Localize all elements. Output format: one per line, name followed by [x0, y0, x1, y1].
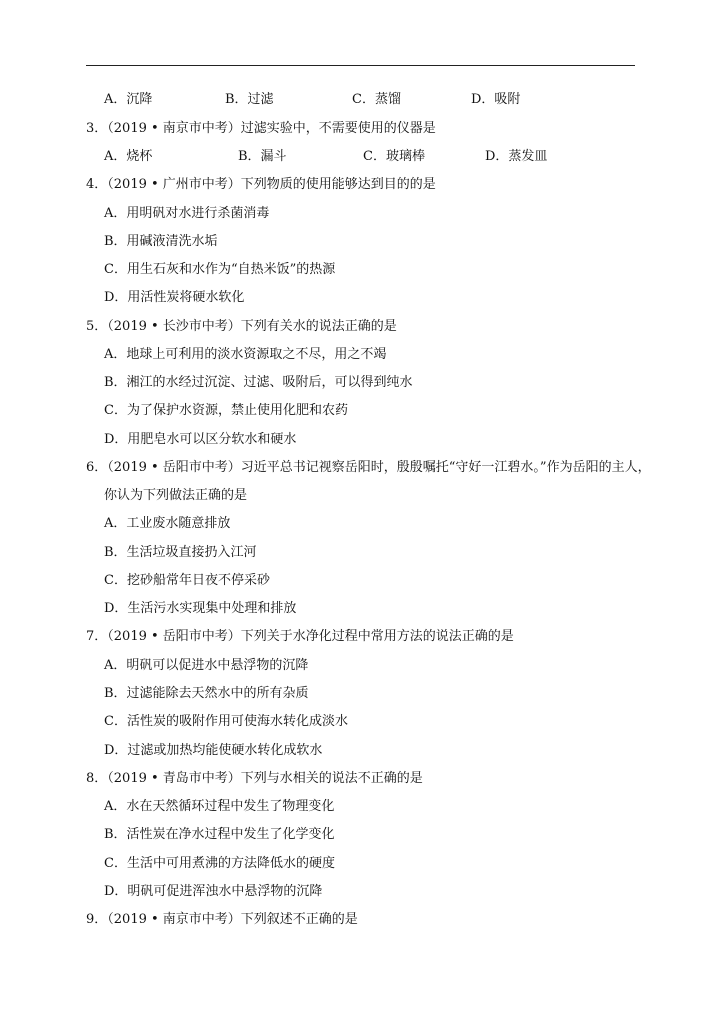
q2-option-b: B．过滤 [225, 92, 274, 107]
q2-option-a: A．沉降 [104, 92, 153, 107]
q5-option-a: A．地球上可利用的淡水资源取之不尽，用之不竭 [104, 347, 387, 362]
q3-option-c: C．玻璃棒 [363, 149, 425, 164]
q6-stem-continuation: 你认为下列做法正确的是 [104, 488, 248, 503]
q9-stem: 9．（2019 • 南京市中考）下列叙述不正确的是 [86, 912, 358, 927]
q8-stem: 8．（2019 • 青岛市中考）下列与水相关的说法不正确的是 [86, 771, 423, 786]
q8-option-b: B．活性炭在净水过程中发生了化学变化 [104, 827, 335, 842]
q8-option-d: D．明矾可促进浑浊水中悬浮物的沉降 [104, 884, 323, 899]
q3-option-a: A．烧杯 [104, 149, 153, 164]
q4-option-b: B．用碱液清洗水垢 [104, 234, 218, 249]
q6-option-c: C．挖砂船常年日夜不停采砂 [104, 573, 270, 588]
q2-option-d: D．吸附 [471, 92, 521, 107]
q5-stem: 5．（2019 • 长沙市中考）下列有关水的说法正确的是 [86, 319, 397, 334]
q7-option-a: A．明矾可以促进水中悬浮物的沉降 [104, 658, 309, 673]
q8-option-c: C．生活中可用煮沸的方法降低水的硬度 [104, 856, 335, 871]
q7-option-d: D．过滤或加热均能使硬水转化成软水 [104, 743, 323, 758]
q5-option-d: D．用肥皂水可以区分软水和硬水 [104, 432, 297, 447]
q4-option-c: C．用生石灰和水作为“自热米饭”的热源 [104, 262, 336, 277]
q7-option-c: C．活性炭的吸附作用可使海水转化成淡水 [104, 714, 348, 729]
q5-option-c: C．为了保护水资源，禁止使用化肥和农药 [104, 403, 348, 418]
q4-stem: 4．（2019 • 广州市中考）下列物质的使用能够达到目的的是 [86, 177, 436, 192]
q6-stem: 6．（2019 • 岳阳市中考）习近平总书记视察岳阳时，殷殷嘱托“守好一江碧水。”作为岳阳的主人， [86, 460, 651, 475]
q7-option-b: B．过滤能除去天然水中的所有杂质 [104, 686, 309, 701]
q3-option-d: D．蒸发皿 [485, 149, 548, 164]
q6-option-d: D．生活污水实现集中处理和排放 [104, 601, 297, 616]
q5-option-b: B．湘江的水经过沉淀、过滤、吸附后，可以得到纯水 [104, 375, 413, 390]
q6-option-a: A．工业废水随意排放 [104, 516, 231, 531]
q7-stem: 7．（2019 • 岳阳市中考）下列关于水净化过程中常用方法的说法正确的是 [86, 629, 514, 644]
q4-option-d: D．用活性炭将硬水软化 [104, 290, 245, 305]
q8-option-a: A．水在天然循环过程中发生了物理变化 [104, 799, 335, 814]
q6-option-b: B．生活垃圾直接扔入江河 [104, 545, 257, 560]
q2-option-c: C．蒸馏 [352, 92, 401, 107]
q4-option-a: A．用明矾对水进行杀菌消毒 [104, 206, 270, 221]
q3-stem: 3．（2019 • 南京市中考）过滤实验中，不需要使用的仪器是 [86, 121, 436, 136]
q3-option-b: B．漏斗 [238, 149, 287, 164]
header-rule [86, 65, 635, 66]
